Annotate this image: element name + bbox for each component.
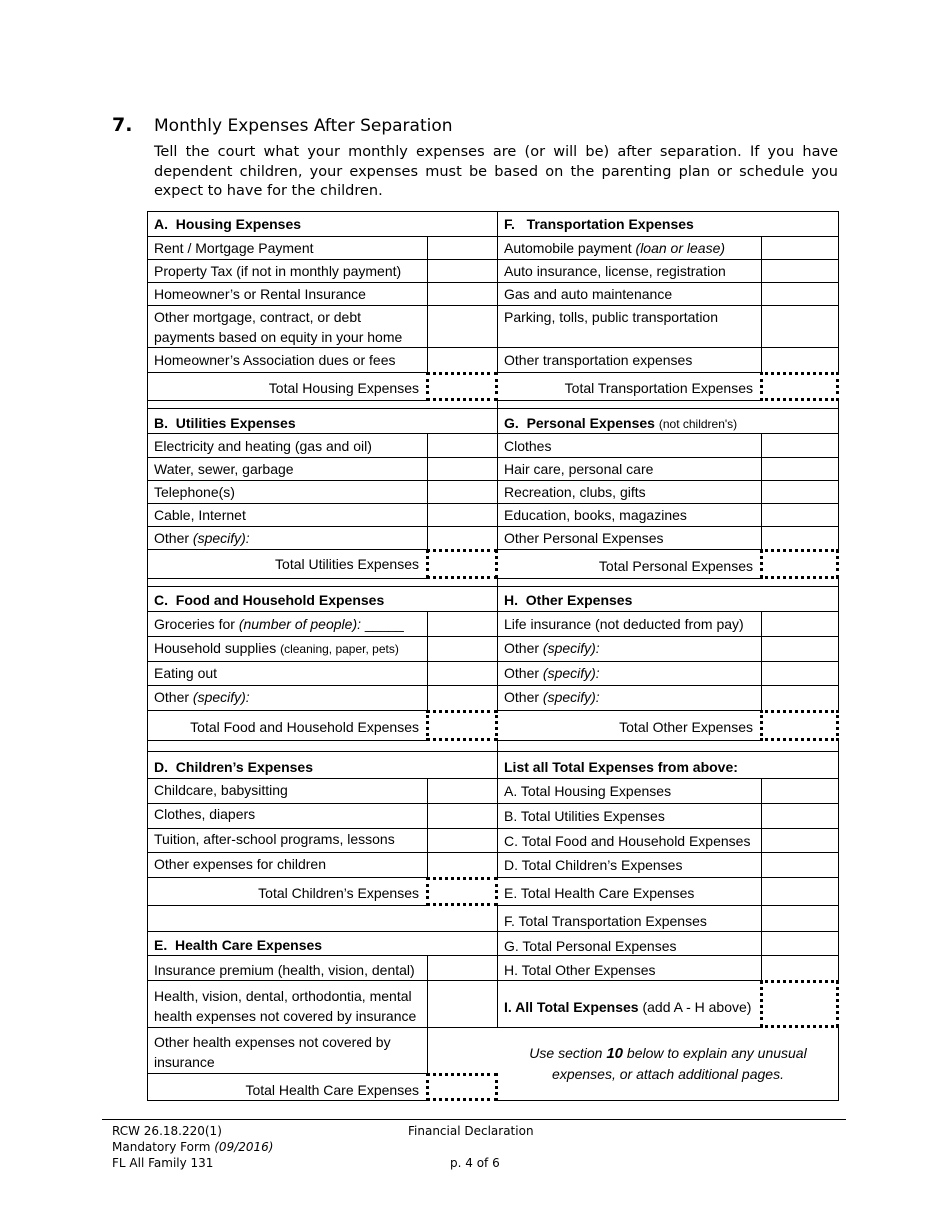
personal-total-label: Total Personal Expenses <box>598 558 753 574</box>
housing-row: Rent / Mortgage Payment <box>154 240 314 256</box>
total-children-field[interactable] <box>426 877 498 906</box>
transportation-total-label: Total Transportation Expenses <box>564 380 753 396</box>
children-row: Childcare, babysitting <box>154 782 288 798</box>
personal-row: Clothes <box>504 438 552 454</box>
housing-row: Property Tax (if not in monthly payment) <box>154 263 402 279</box>
footer-title: Financial Declaration <box>408 1124 534 1138</box>
other-header: H. Other Expenses <box>504 592 633 608</box>
utilities-row: Cable, Internet <box>154 507 246 523</box>
health-row: Health, vision, dental, orthodontia, mental health expenses not covered by insurance <box>154 988 417 1024</box>
food-row: Groceries for (number of people): _____ <box>154 616 404 632</box>
total-other-field[interactable] <box>760 710 839 741</box>
summary-row: C. Total Food and Household Expenses <box>504 833 751 849</box>
food-row: Household supplies (cleaning, paper, pets) <box>154 640 399 656</box>
children-total-label: Total Children’s Expenses <box>258 885 419 901</box>
summary-header: List all Total Expenses from above: <box>504 759 738 775</box>
summary-row: H. Total Other Expenses <box>504 962 656 978</box>
personal-row: Recreation, clubs, gifts <box>504 484 646 500</box>
all-total-field[interactable] <box>760 980 839 1028</box>
transportation-row: Other transportation expenses <box>504 352 693 368</box>
personal-row: Hair care, personal care <box>504 461 654 477</box>
section-title: Monthly Expenses After Separation <box>154 116 453 136</box>
other-row: Other (specify): <box>504 640 600 656</box>
other-row: Other (specify): <box>504 665 600 681</box>
utilities-row: Telephone(s) <box>154 484 235 500</box>
personal-row: Education, books, magazines <box>504 507 687 523</box>
section-number: 7. <box>112 114 133 136</box>
other-row: Life insurance (not deducted from pay) <box>504 616 744 632</box>
total-health-field[interactable] <box>426 1073 498 1101</box>
total-housing-field[interactable] <box>426 372 498 401</box>
summary-row: D. Total Children’s Expenses <box>504 857 683 873</box>
footer-divider <box>102 1119 846 1120</box>
transportation-row: Parking, tolls, public transportation <box>504 309 718 325</box>
transportation-row: Auto insurance, license, registration <box>504 263 726 279</box>
summary-row: B. Total Utilities Expenses <box>504 808 665 824</box>
all-total-label: I. All Total Expenses (add A - H above) <box>504 999 752 1015</box>
housing-row: Homeowner’s Association dues or fees <box>154 352 396 368</box>
transportation-row: Automobile payment (loan or lease) <box>504 240 726 256</box>
utilities-row: Water, sewer, garbage <box>154 461 294 477</box>
section-intro: Tell the court what your monthly expenses are (or will be) after separation. If you have dependent children, your expenses must be based on the parenting plan or schedule you expect to have for the children. <box>154 144 838 199</box>
transportation-header: F. Transportation Expenses <box>504 216 694 232</box>
utilities-header: B. Utilities Expenses <box>154 415 296 431</box>
other-total-label: Total Other Expenses <box>619 719 753 735</box>
food-row: Eating out <box>154 665 218 681</box>
footer-mandatory: Mandatory Form (09/2016) <box>112 1140 274 1154</box>
food-header: C. Food and Household Expenses <box>154 592 385 608</box>
summary-row: E. Total Health Care Expenses <box>504 885 695 901</box>
total-personal-field[interactable] <box>760 549 839 579</box>
summary-row: F. Total Transportation Expenses <box>504 913 707 929</box>
children-row: Clothes, diapers <box>154 806 256 822</box>
summary-note: Use section 10 below to explain any unusual expenses, or attach additional pages. <box>529 1045 807 1082</box>
utilities-row: Electricity and heating (gas and oil) <box>154 438 372 454</box>
food-row: Other (specify): <box>154 689 250 705</box>
footer-form-id: FL All Family 131 <box>112 1156 214 1170</box>
summary-row: G. Total Personal Expenses <box>504 938 677 954</box>
housing-header: A. Housing Expenses <box>154 216 302 232</box>
children-row: Tuition, after-school programs, lessons <box>154 831 395 847</box>
total-food-field[interactable] <box>426 710 498 741</box>
health-row: Other health expenses not covered by insurance <box>154 1034 391 1070</box>
transportation-row: Gas and auto maintenance <box>504 286 673 302</box>
food-total-label: Total Food and Household Expenses <box>190 719 419 735</box>
housing-total-label: Total Housing Expenses <box>268 380 419 396</box>
personal-header: G. Personal Expenses (not children's) <box>504 415 738 431</box>
utilities-total-label: Total Utilities Expenses <box>275 556 419 572</box>
personal-row: Other Personal Expenses <box>504 530 664 546</box>
footer-page: p. 4 of 6 <box>450 1156 500 1170</box>
utilities-row: Other (specify): <box>154 530 250 546</box>
total-utilities-field[interactable] <box>426 549 498 579</box>
health-row: Insurance premium (health, vision, dental) <box>154 962 415 978</box>
other-row: Other (specify): <box>504 689 600 705</box>
housing-row: Homeowner’s or Rental Insurance <box>154 286 366 302</box>
summary-row: A. Total Housing Expenses <box>504 783 672 799</box>
children-row: Other expenses for children <box>154 856 326 872</box>
health-total-label: Total Health Care Expenses <box>245 1082 419 1098</box>
total-transportation-field[interactable] <box>760 372 839 401</box>
footer-rcw: RCW 26.18.220(1) <box>112 1124 222 1138</box>
housing-row: Other mortgage, contract, or debt payments based on equity in your home <box>154 309 403 345</box>
health-header: E. Health Care Expenses <box>154 937 323 953</box>
children-header: D. Children’s Expenses <box>154 759 313 775</box>
